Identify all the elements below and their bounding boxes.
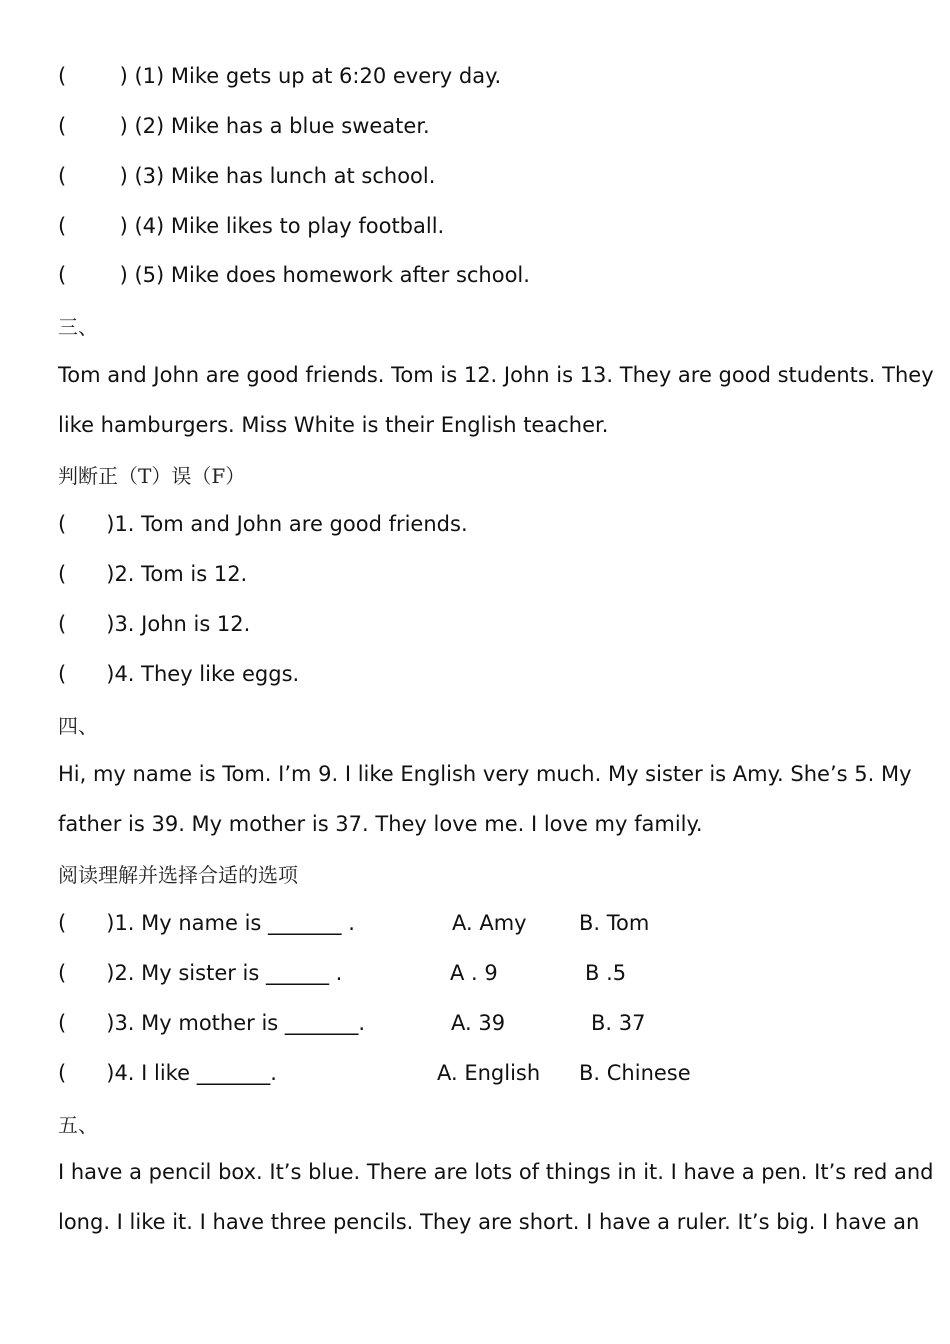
s3-item-4: ( )4. They like eggs. (58, 662, 300, 686)
section-5-heading: 五、 (58, 1113, 98, 1137)
s5-passage-line-2: long. I like it. I have three pencils. They are short. I have a ruler. It’s big. I have an (58, 1210, 920, 1234)
s2-item-1: ( ) (1) Mike gets up at 6:20 every day. (58, 64, 502, 88)
s4-q2-option-a: A . 9 (450, 961, 498, 985)
section-4-heading: 四、 (58, 714, 98, 738)
s4-instruction: 阅读理解并选择合适的选项 (58, 863, 298, 887)
s2-item-4: ( ) (4) Mike likes to play football. (58, 214, 445, 238)
s4-q3-option-a: A. 39 (451, 1011, 506, 1035)
s3-item-2: ( )2. Tom is 12. (58, 562, 248, 586)
s4-passage-line-2: father is 39. My mother is 37. They love me. I love my family. (58, 812, 703, 836)
s3-passage-line-1: Tom and John are good friends. Tom is 12. John is 13. They are good students. They (58, 363, 934, 387)
s3-instruction: 判断正（T）误（F） (58, 464, 246, 488)
s4-q1-option-b: B. Tom (579, 911, 650, 935)
s4-passage-line-1: Hi, my name is Tom. I’m 9. I like English very much. My sister is Amy. She’s 5. My (58, 762, 912, 786)
section-3-heading: 三、 (58, 315, 98, 339)
s4-question-1: ( )1. My name is _______ . (58, 911, 355, 935)
s2-item-2: ( ) (2) Mike has a blue sweater. (58, 114, 430, 138)
s4-q4-option-b: B. Chinese (579, 1061, 691, 1085)
s4-q3-option-b: B. 37 (591, 1011, 646, 1035)
s4-question-4: ( )4. I like _______. (58, 1061, 277, 1085)
s3-passage-line-2: like hamburgers. Miss White is their English teacher. (58, 413, 609, 437)
s4-question-2: ( )2. My sister is ______ . (58, 961, 343, 985)
s4-q2-option-b: B .5 (585, 961, 627, 985)
s2-item-5: ( ) (5) Mike does homework after school. (58, 263, 530, 287)
s4-question-3: ( )3. My mother is _______. (58, 1011, 366, 1035)
s4-q1-option-a: A. Amy (452, 911, 527, 935)
s5-passage-line-1: I have a pencil box. It’s blue. There are lots of things in it. I have a pen. It’s red and (58, 1160, 934, 1184)
s4-q4-option-a: A. English (437, 1061, 541, 1085)
s3-item-3: ( )3. John is 12. (58, 612, 251, 636)
s3-item-1: ( )1. Tom and John are good friends. (58, 512, 468, 536)
s2-item-3: ( ) (3) Mike has lunch at school. (58, 164, 436, 188)
